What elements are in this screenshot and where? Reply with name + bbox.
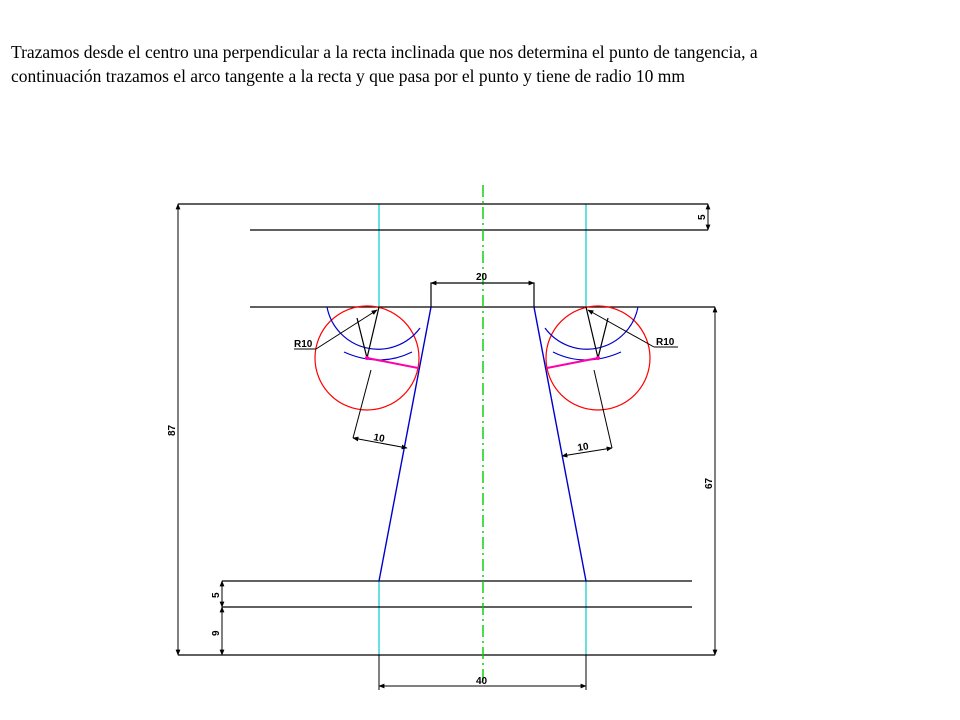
dim-bottom-width: 40 <box>476 676 488 687</box>
dim-offset-left: 10 <box>372 432 386 446</box>
dim-right-height: 67 <box>704 477 715 489</box>
outline-lines <box>178 204 715 655</box>
dim-base-height: 9 <box>211 630 222 636</box>
left-perpendicular <box>367 358 418 368</box>
right-small-arc <box>553 352 621 360</box>
caption-line-1: Trazamos desde el centro una perpendicular a la recta inclinada que nos determina el punto de tangencia, a <box>11 42 758 62</box>
dimension-lines <box>178 204 715 690</box>
dim-radius-left: R10 <box>294 339 313 350</box>
dim-radius-right: R10 <box>656 337 675 348</box>
right-perpendicular <box>547 358 598 368</box>
left-tangent-construction <box>294 306 420 448</box>
dim-bottom-band: 5 <box>211 592 222 598</box>
right-tangent-construction <box>545 306 678 456</box>
caption-line-2: continuación trazamos el arco tangente a la recta y que pasa por el punto y tiene de radio 10 mm <box>11 66 685 86</box>
dim-total-height: 87 <box>167 424 178 436</box>
dim-top-width: 20 <box>476 272 488 283</box>
dim-offset-right: 10 <box>576 441 590 454</box>
left-small-arc <box>344 352 412 360</box>
dim-top-band: 5 <box>697 214 708 220</box>
